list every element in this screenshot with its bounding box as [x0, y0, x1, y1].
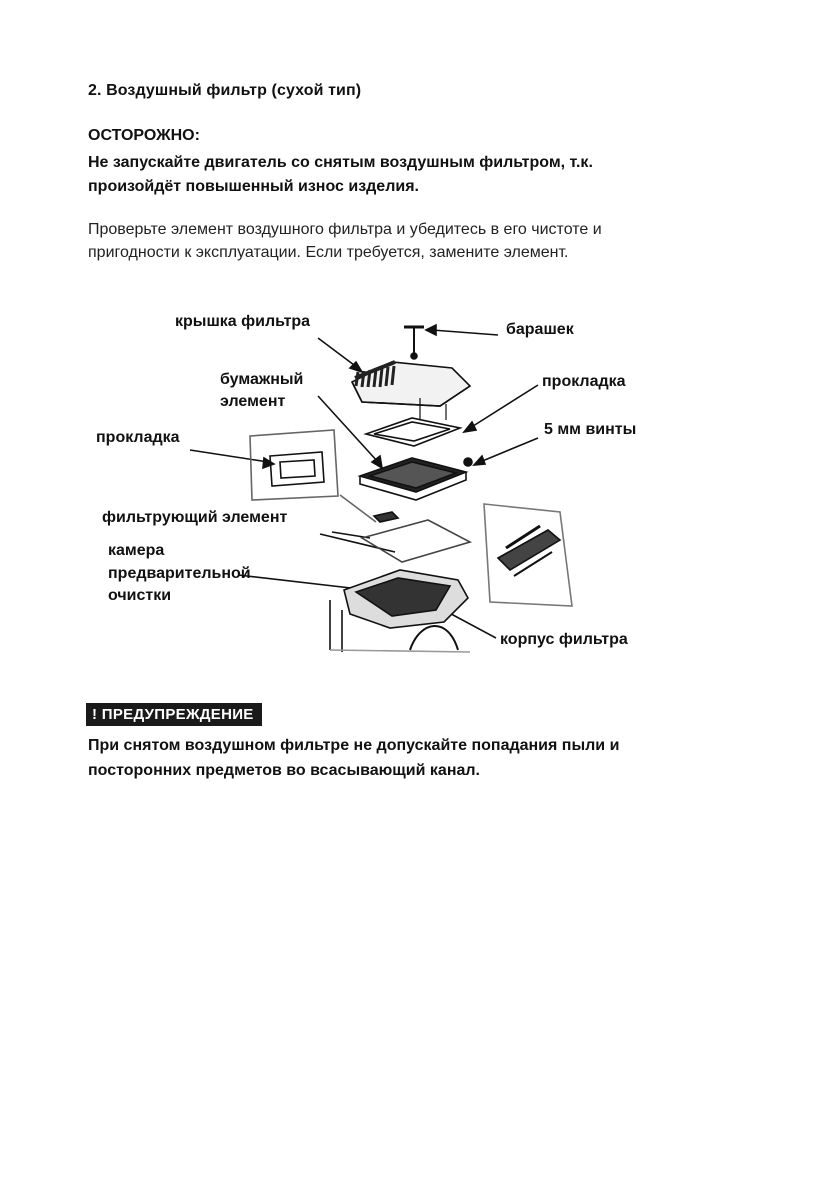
warning-line-1: При снятом воздушном фильтре не допускайте попадания пыли и — [88, 737, 620, 754]
intro-line-2: пригодности к эксплуатации. Если требуется, замените элемент. — [88, 244, 569, 261]
label-wing-nut: барашек — [506, 321, 574, 338]
label-paper-element-2: элемент — [220, 393, 286, 410]
exploded-view-drawing — [0, 290, 840, 670]
caution-heading: ОСТОРОЖНО: — [88, 127, 200, 144]
label-filter-housing: корпус фильтра — [500, 631, 628, 648]
caution-line-1: Не запускайте двигатель со снятым воздушным фильтром, т.к. — [88, 154, 593, 171]
label-precleaner-3: очистки — [108, 587, 172, 604]
warning-badge: ! ПРЕДУПРЕЖДЕНИЕ — [86, 703, 262, 726]
inset-detail-box — [484, 504, 572, 606]
label-precleaner-2: предварительной — [108, 565, 251, 582]
filter-element-sheet — [362, 520, 470, 562]
caution-text — [88, 151, 748, 199]
intro-paragraph — [88, 218, 748, 264]
label-gasket-left: прокладка — [96, 429, 180, 446]
section-title: 2. Воздушный фильтр (сухой тип) — [88, 82, 362, 99]
label-filter-element: фильтрующий элемент — [102, 509, 288, 526]
warning-line-2: посторонних предметов во всасывающий канал. — [88, 762, 480, 779]
label-precleaner-1: камера — [108, 542, 165, 559]
clip-shape — [374, 512, 398, 522]
filter-housing-shape — [330, 570, 470, 652]
intro-line-1: Проверьте элемент воздушного фильтра и убедитесь в его чистоте и — [88, 221, 602, 238]
label-paper-element-1: бумажный — [220, 371, 304, 388]
filter-cover-shape — [352, 362, 470, 420]
gasket-top-shape — [366, 418, 460, 446]
warning-text — [88, 733, 768, 783]
label-gasket-right: прокладка — [542, 373, 626, 390]
label-filter-cover: крышка фильтра — [175, 313, 311, 330]
wing-nut-shape — [404, 326, 424, 359]
label-screws: 5 мм винты — [544, 421, 637, 438]
caution-line-2: произойдёт повышенный износ изделия. — [88, 178, 419, 195]
screw-shape — [464, 458, 472, 466]
air-filter-diagram — [0, 290, 840, 670]
